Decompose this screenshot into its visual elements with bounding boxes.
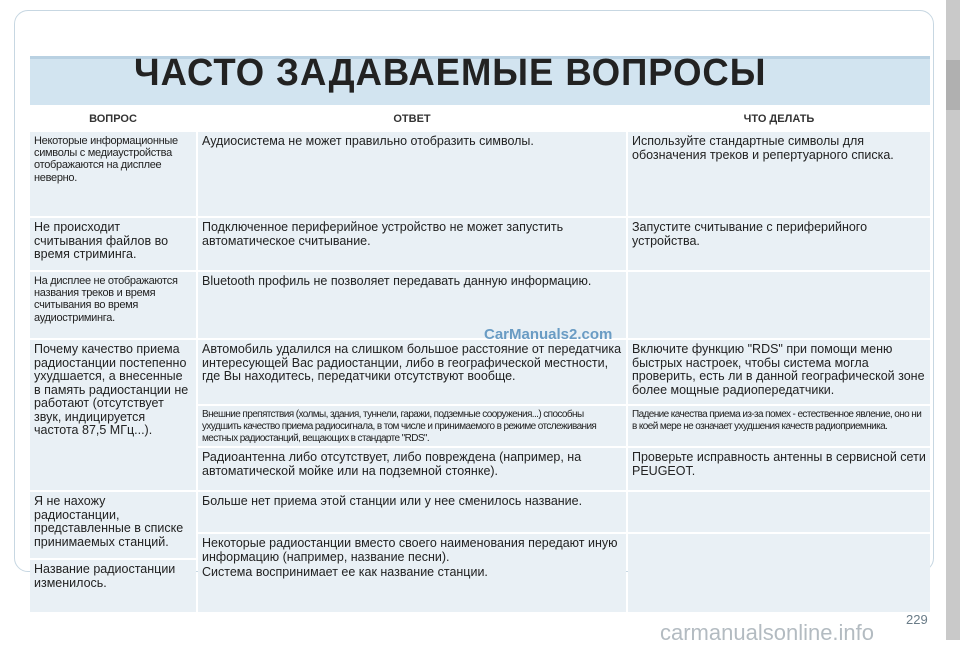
row6-action [628, 534, 930, 612]
page-number: 229 [906, 612, 928, 627]
footer-site: carmanualsonline.info [660, 620, 875, 645]
row4-answer: Автомобиль удалился на слишком большое расстояние от передатчика интересующей Вас радиостанции, либо в географической местности, где Вы находитесь, передатчики отсутствуют вообще. [198, 340, 626, 404]
row4-answer-2: Внешние препятствия (холмы, здания, туннели, гаражи, подземные сооружения...) способны ухудшить качество приема радиосигнала, в том числе и принимаемого в режиме отслеживания местных радиостанций, вещающих в стандарте "RDS". [198, 406, 626, 446]
side-tab-marker [946, 60, 960, 110]
row6-answer-line2: Система воспринимает ее как название станции. [202, 565, 488, 579]
row5-action [628, 492, 930, 532]
row4-action: Включите функцию "RDS" при помощи меню быстрых настроек, чтобы система могла проверить, есть ли в данной географической зоне более мощные радиопередатчики. [628, 340, 930, 404]
row3-question: На дисплее не отображаются названия треков и время считывания во время аудиостриминга. [30, 272, 196, 338]
row4-answer-3: Радиоантенна либо отсутствует, либо повреждена (например, на автоматической мойке или на подземной стоянке). [198, 448, 626, 490]
row5-answer: Больше нет приема этой станции или у нее сменилось название. [198, 492, 626, 532]
row5-question: Я не нахожу радиостанции, представленные в списке принимаемых станций. [30, 492, 196, 558]
row4-action-2: Падение качества приема из-за помех - естественное явление, оно ни в коей мере не означает ухудшения качеств радиоприемника. [628, 406, 930, 446]
row2-action: Запустите считывание с периферийного устройства. [628, 218, 930, 270]
header-action: ЧТО ДЕЛАТЬ [743, 113, 815, 125]
row3-answer: Bluetooth профиль не позволяет передавать данную информацию. [198, 272, 626, 338]
row1-action: Используйте стандартные символы для обозначения треков и репертуарного списка. [628, 132, 930, 216]
row1-answer: Аудиосистема не может правильно отобразить символы. [198, 132, 626, 216]
row1-question: Некоторые информационные символы с медиаустройства отображаются на дисплее неверно. [30, 132, 196, 216]
watermark: CarManuals2.com [484, 326, 613, 343]
row4-question: Почему качество приема радиостанции постепенно ухудшается, а внесенные в память радиостанции не работают (отсутствует звук, индицируется частота 87,5 МГц...). [30, 340, 196, 490]
row6-answer-line1: Некоторые радиостанции вместо своего наименования передают иную информацию (например, название песни). [202, 536, 618, 564]
row6-answer [198, 534, 626, 612]
header-answer: ОТВЕТ [393, 113, 431, 125]
row2-answer: Подключенное периферийное устройство не может запустить автоматическое считывание. [198, 218, 626, 270]
row2-question: Не происходит считывания файлов во время стриминга. [30, 218, 196, 270]
row3-action [628, 272, 930, 338]
header-question: ВОПРОС [89, 113, 137, 125]
page-title: ЧАСТО ЗАДАВАЕМЫЕ ВОПРОСЫ [134, 52, 767, 94]
row4-action-3: Проверьте исправность антенны в сервисной сети PEUGEOT. [628, 448, 930, 490]
row6-question: Название радиостанции изменилось. [30, 560, 196, 612]
